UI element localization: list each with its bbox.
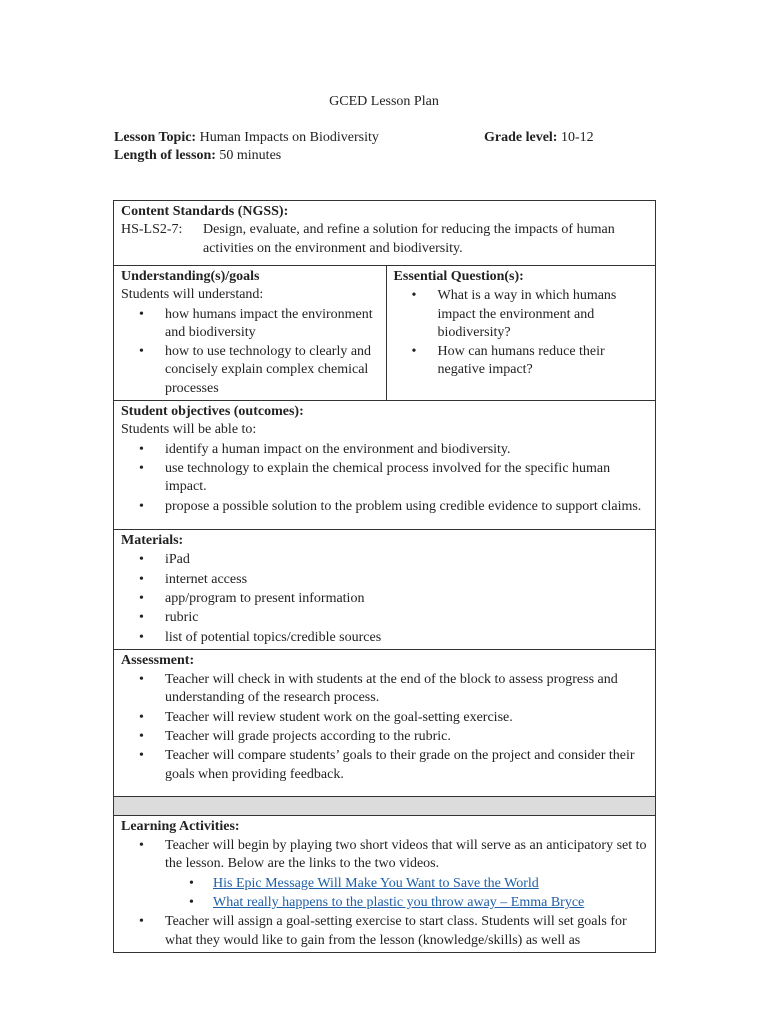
list-item <box>213 875 649 893</box>
grade-level-label: Grade level: <box>484 130 558 145</box>
activity-text: Teacher will begin by playing two short videos that will serve as an anticipatory set to the lesson. Below are the links to the two videos. <box>165 838 647 872</box>
standard-entry <box>121 221 649 258</box>
activities-list <box>121 837 649 950</box>
materials-cell <box>114 530 656 650</box>
understandings-cell <box>114 266 387 401</box>
understandings-intro: Students will understand: <box>121 287 264 303</box>
separator-cell <box>114 796 656 815</box>
standards-row <box>114 201 656 266</box>
page-title: GCED Lesson Plan <box>329 94 439 109</box>
list-item: • How can humans reduce their negative impact? <box>438 343 649 380</box>
list-item: • iPad <box>165 551 649 569</box>
lesson-length-value: 50 minutes <box>219 148 282 163</box>
list-item: • What is a way in which humans impact the environment and biodiversity? <box>438 287 649 342</box>
standards-heading: Content Standards (NGSS): <box>121 204 289 219</box>
questions-heading: Essential Question(s): <box>393 269 524 284</box>
list-item: • app/program to present information <box>165 590 649 608</box>
questions-cell <box>386 266 655 401</box>
lesson-topic-label: Lesson Topic: <box>114 130 197 145</box>
standard-text: Design, evaluate, and refine a solution for reducing the impacts of human activities on the environment and biodiversity. <box>203 222 615 256</box>
standard-code: HS-LS2-7: <box>121 222 183 238</box>
understandings-list <box>121 306 380 398</box>
list-item: • internet access <box>165 571 649 589</box>
grade-level-value: 10-12 <box>560 130 594 145</box>
grade-level <box>484 130 594 146</box>
list-item: • identify a human impact on the environment and biodiversity. <box>165 441 649 459</box>
list-item: • how humans impact the environment and biodiversity <box>165 306 380 343</box>
materials-heading: Materials: <box>121 533 184 549</box>
list-item: • Teacher will grade projects according to the rubric. <box>165 728 649 746</box>
objectives-cell <box>114 401 656 530</box>
list-item: • Teacher will check in with students at the end of the block to assess progress and understanding of the research process. <box>165 671 649 708</box>
objectives-intro: Students will be able to: <box>121 422 257 438</box>
assessment-list <box>121 671 649 784</box>
assessment-row <box>114 649 656 796</box>
materials-list <box>121 551 649 646</box>
list-item: • propose a possible solution to the problem using credible evidence to support claims. <box>165 498 649 516</box>
activities-row <box>114 815 656 952</box>
questions-list <box>394 287 649 379</box>
video-link-epic-message[interactable]: His Epic Message Will Make You Want to Save the World <box>213 875 539 891</box>
list-item: • list of potential topics/credible sources <box>165 629 649 647</box>
objectives-heading: Student objectives (outcomes): <box>121 404 304 420</box>
list-item: • Teacher will review student work on the goal-setting exercise. <box>165 709 649 727</box>
video-link-plastic[interactable]: What really happens to the plastic you throw away – Emma Bryce <box>213 895 585 911</box>
objectives-row <box>114 401 656 530</box>
lesson-plan-table <box>113 200 656 953</box>
materials-row <box>114 530 656 650</box>
goals-row <box>114 266 656 401</box>
video-links-list <box>165 875 649 913</box>
list-item: • use technology to explain the chemical process involved for the specific human impact. <box>165 460 649 497</box>
list-item <box>165 837 649 912</box>
list-item: • rubric <box>165 609 649 627</box>
assessment-heading: Assessment: <box>121 652 195 668</box>
lesson-length <box>114 148 281 164</box>
list-item: • how to use technology to clearly and concisely explain complex chemical processes <box>165 343 380 398</box>
activities-heading: Learning Activities: <box>121 818 240 834</box>
list-item: • Teacher will compare students’ goals to their grade on the project and consider their goals when providing feedback. <box>165 747 649 784</box>
list-item <box>213 894 649 912</box>
activities-cell <box>114 815 656 952</box>
list-item: • Teacher will assign a goal-setting exercise to start class. Students will set goals for what they would like to gain from the lesson (knowledge/skills) as well as <box>165 913 649 950</box>
lesson-topic <box>114 130 379 146</box>
understandings-heading: Understanding(s)/goals <box>121 269 260 284</box>
objectives-list <box>121 441 649 516</box>
lesson-length-label: Length of lesson: <box>114 148 216 163</box>
standards-cell <box>114 201 656 266</box>
separator-row <box>114 796 656 815</box>
lesson-topic-value: Human Impacts on Biodiversity <box>199 130 379 145</box>
assessment-cell <box>114 649 656 796</box>
